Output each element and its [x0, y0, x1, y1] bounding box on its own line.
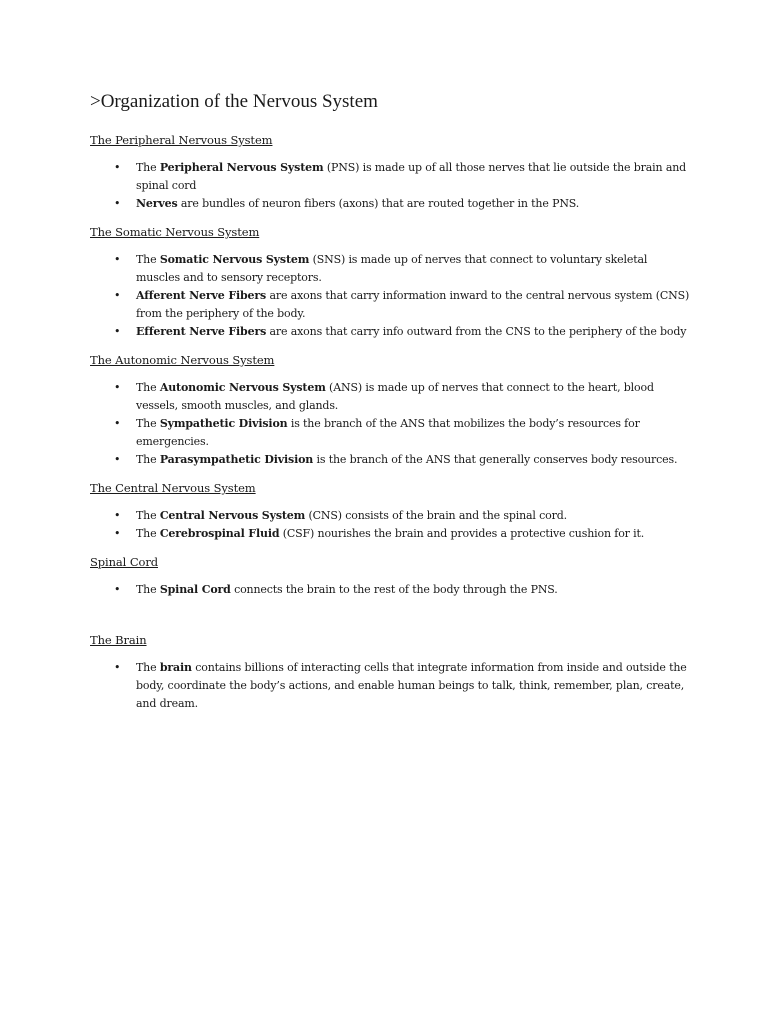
- key-term: Cerebrospinal Fluid: [159, 527, 280, 540]
- bullet-list-brain: [90, 659, 690, 713]
- bullet-icon: •: [114, 325, 121, 338]
- list-item: • The Autonomic Nervous System (ANS) is made up of nerves that connect to the heart, blood vessels, smooth muscles, and glands.: [114, 381, 654, 412]
- bullet-icon: •: [114, 381, 121, 394]
- section-heading-autonomic: The Autonomic Nervous System: [90, 353, 275, 367]
- key-term: brain: [159, 661, 192, 674]
- bullet-icon: •: [114, 197, 121, 210]
- section-heading-brain: The Brain: [90, 633, 147, 647]
- list-item: • Nerves are bundles of neuron fibers (axons) that are routed together in the PNS.: [90, 195, 690, 213]
- list-item: • The Spinal Cord connects the brain to the rest of the body through the PNS.: [90, 581, 690, 599]
- bullet-icon: •: [114, 661, 121, 674]
- list-item: • The Cerebrospinal Fluid (CSF) nourishes the brain and provides a protective cushion for it.: [90, 525, 690, 543]
- list-item: • The Central Nervous System (CNS) consists of the brain and the spinal cord.: [90, 507, 690, 525]
- key-term: Sympathetic Division: [159, 417, 288, 430]
- key-term: Efferent Nerve Fibers: [136, 325, 267, 338]
- bullet-icon: •: [114, 253, 121, 266]
- list-item: • Afferent Nerve Fibers are axons that carry information inward to the central nervous system (CNS) from the periphery of the body.: [114, 289, 690, 320]
- key-term: Parasympathetic Division: [159, 453, 314, 466]
- bullet-icon: •: [114, 289, 121, 302]
- list-item: • The Parasympathetic Division is the branch of the ANS that generally conserves body resources.: [90, 451, 690, 469]
- blank-line: [90, 610, 690, 632]
- list-item: • Efferent Nerve Fibers are axons that carry info outward from the CNS to the periphery of the body: [90, 323, 690, 341]
- bullet-icon: •: [114, 453, 121, 466]
- section-heading-central: The Central Nervous System: [90, 481, 256, 495]
- section-heading-spinal-cord: Spinal Cord: [90, 555, 158, 569]
- list-item: • The Peripheral Nervous System (PNS) is made up of all those nerves that lie outside the brain and spinal cord: [114, 161, 687, 192]
- bullet-list-peripheral: [90, 159, 690, 213]
- key-term: Central Nervous System: [159, 509, 306, 522]
- bullet-list-somatic: [90, 251, 690, 341]
- key-term: Somatic Nervous System: [159, 253, 310, 266]
- list-item: • The brain contains billions of interacting cells that integrate information from inside and outside the body, coordinate the body’s actions, and enable human beings to talk, think, remember, plan, create, and dream.: [114, 661, 687, 710]
- bullet-icon: •: [114, 509, 121, 522]
- bullet-icon: •: [114, 583, 121, 596]
- section-heading-somatic: The Somatic Nervous System: [90, 225, 260, 239]
- key-term: Spinal Cord: [159, 583, 231, 596]
- bullet-icon: •: [114, 161, 121, 174]
- bullet-icon: •: [114, 527, 121, 540]
- key-term: Peripheral Nervous System: [159, 161, 324, 174]
- bullet-icon: •: [114, 417, 121, 430]
- list-item: • The Sympathetic Division is the branch of the ANS that mobilizes the body’s resources for emergencies.: [114, 417, 640, 448]
- bullet-list-autonomic: [90, 379, 690, 469]
- section-heading-peripheral: The Peripheral Nervous System: [90, 133, 273, 147]
- list-item: • The Somatic Nervous System (SNS) is made up of nerves that connect to voluntary skeletal muscles and to sensory receptors.: [114, 253, 648, 284]
- key-term: Autonomic Nervous System: [159, 381, 326, 394]
- document-page: [90, 88, 690, 724]
- bullet-list-spinal-cord: [90, 581, 690, 599]
- key-term: Afferent Nerve Fibers: [136, 289, 267, 302]
- key-term: Nerves: [136, 197, 178, 210]
- bullet-list-central: [90, 507, 690, 543]
- page-title: >Organization of the Nervous System: [90, 91, 378, 112]
